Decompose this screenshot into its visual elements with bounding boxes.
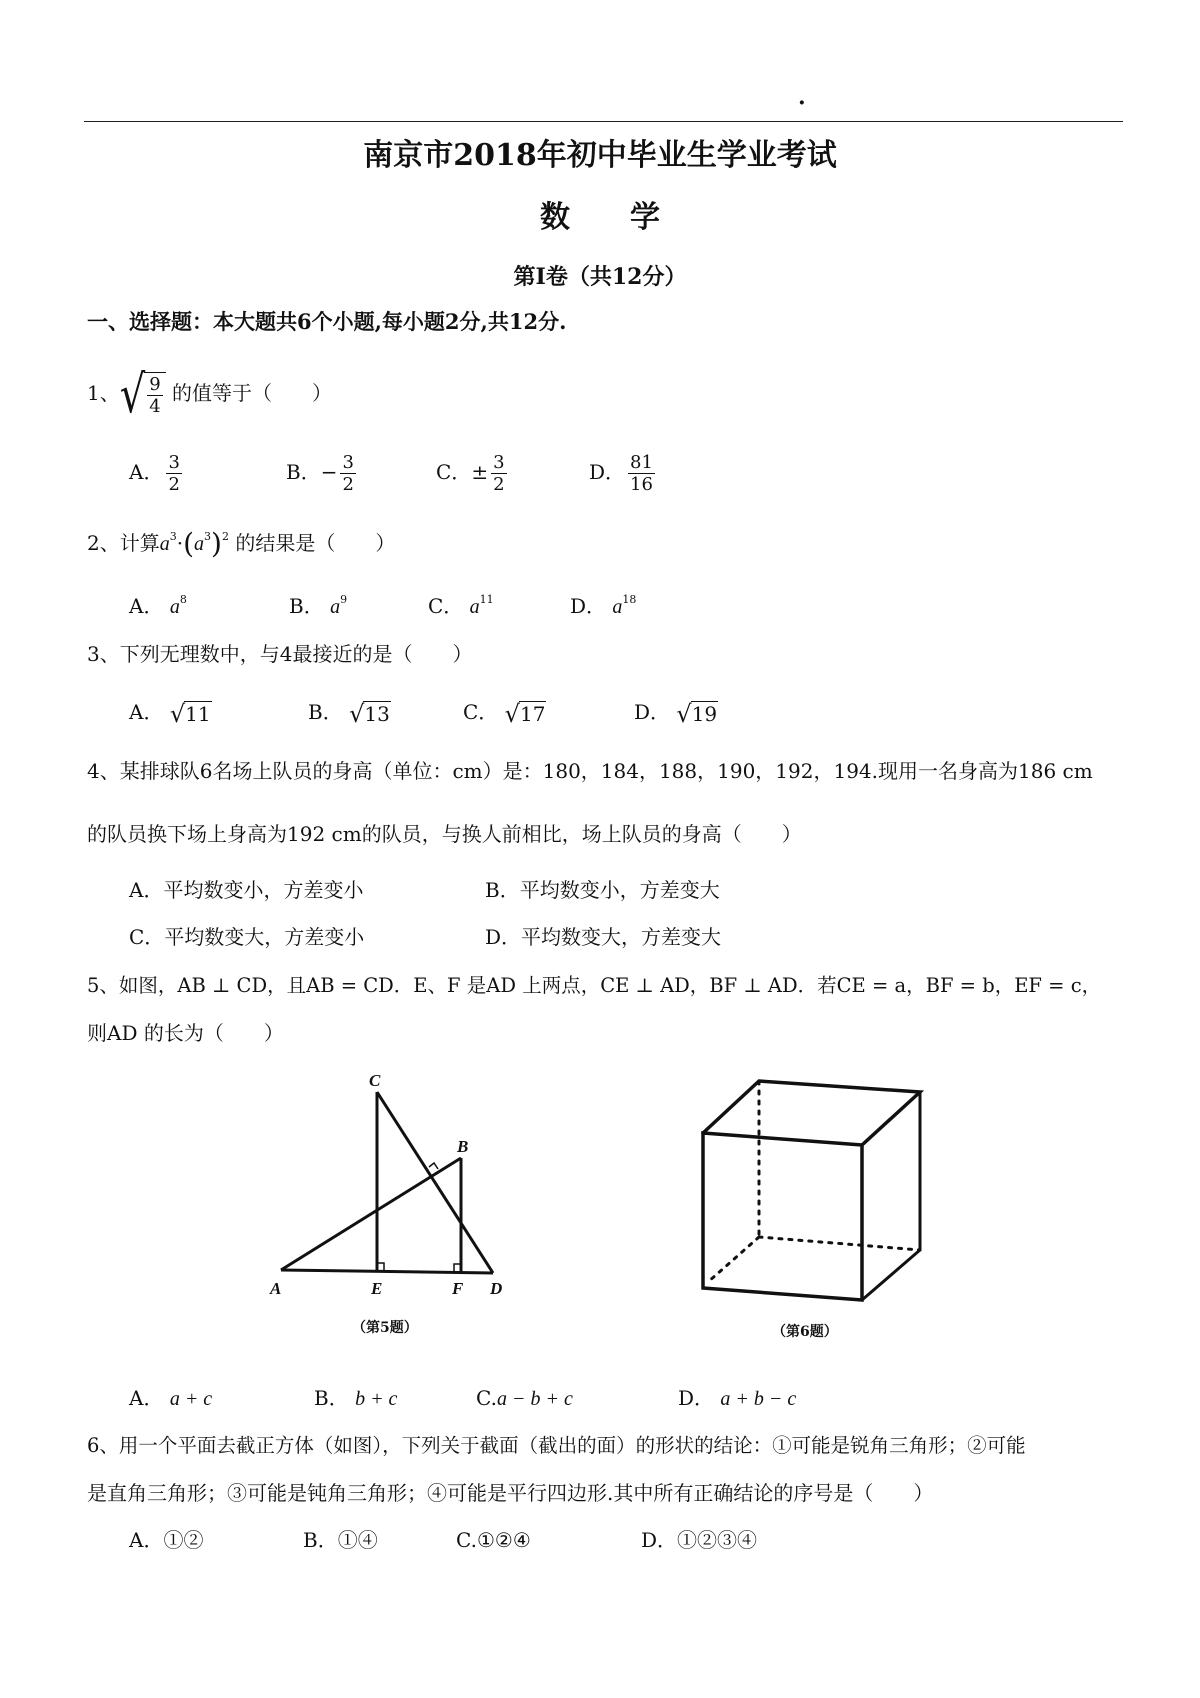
option-expression: a + c — [169, 1388, 213, 1410]
question-4-line-1: 4、某排球队6名场上队员的身高（单位：cm）是：180，184，188，190，192，194.现用一名身高为186 cm — [87, 759, 1093, 783]
fraction-denominator: 2 — [168, 474, 180, 495]
fraction-denominator: 4 — [149, 396, 161, 417]
math-base: a — [469, 596, 480, 618]
radicand: 19 — [691, 702, 718, 726]
option-label: B． — [314, 1386, 349, 1410]
q6-option-b[interactable] — [303, 1528, 378, 1552]
option-text: 平均数变大，方差变小 — [164, 925, 365, 949]
option-label: B． — [303, 1528, 338, 1552]
option-label: D． — [678, 1386, 715, 1410]
fraction-numerator: 3 — [493, 452, 505, 473]
q5-option-c[interactable] — [476, 1386, 573, 1411]
option-label: B． — [308, 700, 343, 724]
option-label: A． — [129, 878, 164, 902]
radical-icon: √ — [676, 699, 692, 728]
math-exponent: 2 — [221, 530, 229, 543]
point-label-b: B — [457, 1137, 469, 1156]
header-dot: · — [798, 90, 806, 116]
right-angle-mark-ab-cd — [429, 1163, 438, 1169]
question-number: 1、 — [87, 381, 120, 405]
option-text: 平均数变小，方差变小 — [163, 878, 364, 902]
option-sign: ± — [471, 460, 489, 484]
math-exponent: 9 — [340, 593, 348, 606]
question-5-line-2: 则AD 的长为（ ） — [87, 1021, 284, 1045]
q6-option-a[interactable] — [129, 1528, 203, 1552]
subject-title: 数 学 — [540, 200, 660, 235]
cube-figure — [703, 1081, 920, 1300]
option-text: ①②④ — [476, 1528, 531, 1552]
option-label: A． — [129, 700, 164, 724]
fraction-numerator: 81 — [630, 452, 653, 473]
math-dot: · — [176, 531, 184, 555]
option-label: C. — [456, 1528, 477, 1552]
option-label: D． — [641, 1528, 678, 1552]
cube-front-face — [703, 1133, 862, 1300]
option-label: D． — [485, 925, 522, 949]
figure-caption-q6: （第6题） — [772, 1324, 838, 1340]
option-text: ①④ — [337, 1528, 378, 1552]
paren: ) — [211, 527, 222, 560]
option-label: A． — [129, 1386, 164, 1410]
fraction-numerator: 3 — [168, 452, 180, 473]
radicand: 17 — [519, 702, 546, 726]
fraction-numerator: 9 — [149, 374, 161, 395]
math-exponent: 18 — [622, 593, 637, 606]
math-exponent: 3 — [169, 530, 177, 543]
figure-caption-q5: （第5题） — [352, 1320, 418, 1336]
option-label: C． — [129, 925, 165, 949]
question-number: 2、计算 — [87, 531, 160, 555]
line-c-d — [377, 1092, 493, 1273]
option-text: 平均数变小，方差变大 — [519, 878, 720, 902]
question-4-line-2: 的队员换下场上身高为192 cm的队员，与换人前相比，场上队员的身高（ ） — [87, 822, 802, 846]
fraction-denominator: 16 — [630, 474, 653, 495]
q6-option-d[interactable] — [641, 1528, 757, 1552]
fraction-denominator: 2 — [493, 474, 505, 495]
option-label: D． — [570, 594, 607, 618]
q5-option-a[interactable] — [129, 1386, 212, 1411]
option-label: B． — [485, 878, 520, 902]
option-label: A． — [129, 594, 164, 618]
question-text: 的结果是（ ） — [235, 531, 396, 555]
exam-title: 南京市2018年初中毕业生学业考试 — [363, 138, 837, 173]
question-6-line-2: 是直角三角形；③可能是钝角三角形；④可能是平行四边形.其中所有正确结论的序号是（ ） — [87, 1481, 934, 1505]
radical-icon: √ — [504, 699, 520, 728]
point-label-c: C — [369, 1071, 381, 1090]
q6-option-c[interactable] — [456, 1528, 531, 1552]
paren: ( — [183, 527, 195, 560]
radical-icon: √ — [119, 364, 146, 425]
option-expression: a + b − c — [720, 1388, 797, 1410]
option-label: C. — [476, 1386, 497, 1410]
option-expression: a − b + c — [496, 1388, 573, 1410]
option-label: D． — [634, 700, 671, 724]
math-base: a — [169, 596, 180, 618]
radical-icon: √ — [349, 699, 365, 728]
q5-option-b[interactable] — [314, 1386, 397, 1411]
radicand: 11 — [185, 702, 211, 726]
question-6-line-1: 6、用一个平面去截正方体（如图），下列关于截面（截出的面）的形状的结论：①可能是锐角三角形；②可能 — [87, 1434, 1026, 1457]
math-base: a — [159, 533, 170, 555]
point-label-e: E — [371, 1279, 383, 1298]
point-label-a: A — [270, 1279, 282, 1298]
math-exponent: 8 — [179, 593, 187, 606]
cube-right-edges — [862, 1092, 920, 1300]
math-exponent: 11 — [479, 593, 494, 606]
math-base: a — [194, 533, 205, 555]
radicand: 13 — [364, 702, 390, 726]
option-label: C． — [436, 460, 472, 484]
option-label: B． — [286, 460, 321, 484]
fraction-numerator: 3 — [342, 452, 354, 473]
option-label: B． — [289, 594, 324, 618]
option-label: D． — [589, 460, 626, 484]
option-label: A． — [129, 460, 164, 484]
question-3-stem: 3、下列无理数中，与4最接近的是（ ） — [87, 642, 473, 666]
question-text: 的值等于（ ） — [172, 381, 333, 405]
point-label-f: F — [452, 1279, 464, 1298]
option-text: 平均数变大，方差变大 — [521, 925, 722, 949]
option-label: C． — [463, 700, 499, 724]
math-exponent: 3 — [204, 530, 212, 543]
option-label: C． — [428, 594, 464, 618]
volume-title: 第Ⅰ卷（共12分） — [513, 264, 687, 290]
option-sign: − — [320, 460, 338, 484]
q5-option-d[interactable] — [678, 1386, 796, 1411]
math-base: a — [612, 596, 623, 618]
triangle-figure — [281, 1092, 493, 1273]
question-5-line-1: 5、如图，AB ⊥ CD，且AB = CD．E、F 是AD 上两点，CE ⊥ AD，BF ⊥ AD．若CE = a，BF = b，EF = c， — [87, 974, 1102, 997]
radical-icon: √ — [169, 699, 186, 728]
fraction-denominator: 2 — [342, 474, 354, 495]
option-label: A． — [129, 1528, 164, 1552]
point-label-d: D — [490, 1279, 503, 1298]
line-a-b — [281, 1158, 461, 1270]
option-expression: b + c — [355, 1388, 398, 1410]
option-text: ①② — [163, 1528, 204, 1552]
cube-hidden-edges — [708, 1081, 920, 1282]
option-text: ①②③④ — [677, 1528, 758, 1552]
math-base: a — [330, 596, 341, 618]
section-heading: 一、选择题：本大题共6个小题,每小题2分,共12分. — [87, 309, 567, 334]
